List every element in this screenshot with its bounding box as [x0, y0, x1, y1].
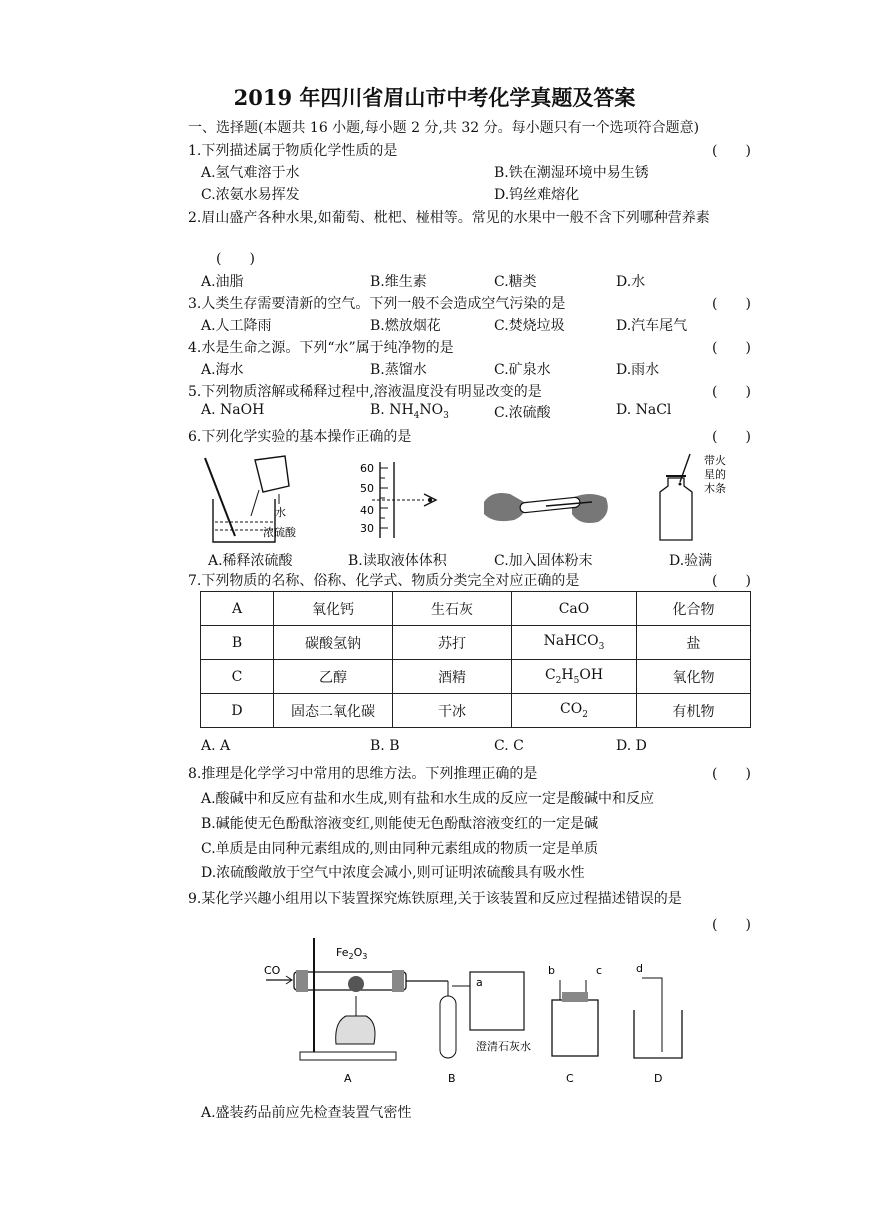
table-cell: 干冰	[393, 694, 512, 728]
option-c: C.浓硫酸	[494, 405, 551, 421]
option-c: C.焚烧垃圾	[494, 318, 565, 334]
label-limewater: 澄清石灰水	[476, 1040, 531, 1053]
option-d: D.汽车尾气	[616, 318, 688, 334]
option-c: C.加入固体粉末	[494, 553, 593, 569]
table-row	[201, 660, 751, 694]
question-1-stem: 1.下列描述属于物质化学性质的是	[188, 143, 398, 159]
option-c: C.矿泉水	[494, 362, 551, 378]
label-b-port: b	[548, 964, 555, 977]
tick-30: 30	[360, 522, 374, 535]
question-5-stem: 5.下列物质溶解或稀释过程中,溶液温度没有明显改变的是	[188, 384, 542, 400]
table-cell: NaHCO$_3$	[512, 626, 637, 660]
question-3-stem: 3.人类生存需要清新的空气。下列一般不会造成空气污染的是	[188, 296, 566, 312]
label-d: D	[654, 1072, 663, 1085]
table-cell: 盐	[637, 626, 751, 660]
table-cell: CaO	[512, 592, 637, 626]
table-cell: 氧化物	[637, 660, 751, 694]
table-cell: $C_2H_5OH$	[512, 660, 637, 694]
option-b: B.维生素	[370, 274, 427, 290]
option-c: C.浓氨水易挥发	[201, 187, 300, 203]
option-c: C.单质是由同种元素组成的,则由同种元素组成的物质一定是单质	[201, 841, 599, 857]
question-4-stem: 4.水是生命之源。下列“水”属于纯净物的是	[188, 340, 454, 356]
option-b: B. B	[370, 738, 400, 754]
label-co: CO	[264, 964, 281, 977]
option-b: B.蒸馏水	[370, 362, 427, 378]
option-d: D. D	[616, 738, 647, 754]
table-row	[201, 592, 751, 626]
option-a: A.油脂	[201, 274, 244, 290]
table-cell: 生石灰	[393, 592, 512, 626]
page-title: 2019 年四川省眉山市中考化学真题及答案	[233, 85, 636, 110]
answer-blank: ( )	[712, 766, 751, 782]
label-fe2o3: $Fe_2O_3$	[336, 946, 368, 961]
question-2-stem: 2.眉山盛产各种水果,如葡萄、枇杷、椪柑等。常见的水果中一般不含下列哪种营养素	[188, 210, 710, 226]
table-cell: 固态二氧化碳	[274, 694, 393, 728]
figure-ironmaking-apparatus	[262, 934, 692, 1094]
figure-read-volume	[358, 458, 448, 538]
table-cell: C	[201, 660, 274, 694]
answer-blank: ( )	[712, 143, 751, 159]
label-a-port: a	[476, 976, 483, 989]
table-cell: 氧化钙	[274, 592, 393, 626]
option-b: B. $NH_4NO_3$	[370, 402, 449, 421]
option-d: D.雨水	[616, 362, 660, 378]
option-a: A.酸碱中和反应有盐和水生成,则有盐和水生成的反应一定是酸碱中和反应	[201, 791, 655, 807]
option-a: A.盛装药品前应先检查装置气密性	[201, 1105, 412, 1121]
option-c: C. C	[494, 738, 524, 754]
table-cell: 乙醇	[274, 660, 393, 694]
label-b: B	[448, 1072, 456, 1085]
table-cell: 苏打	[393, 626, 512, 660]
table-cell: D	[201, 694, 274, 728]
option-a: A.稀释浓硫酸	[208, 553, 293, 569]
table-cell: 有机物	[637, 694, 751, 728]
tick-40: 40	[360, 504, 374, 517]
label-c-port: c	[596, 964, 603, 977]
table-cell: 酒精	[393, 660, 512, 694]
answer-blank: ( )	[712, 340, 751, 356]
question-9-stem: 9.某化学兴趣小组用以下装置探究炼铁原理,关于该装置和反应过程描述错误的是	[188, 891, 682, 907]
question-8-stem: 8.推理是化学学习中常用的思维方法。下列推理正确的是	[188, 766, 538, 782]
label-water: 水	[275, 506, 286, 519]
answer-blank: ( )	[216, 251, 255, 267]
answer-blank: ( )	[712, 917, 751, 933]
label-d-port: d	[636, 962, 643, 975]
option-c: C.糖类	[494, 274, 537, 290]
label-splint-1: 带火	[704, 454, 726, 467]
option-a: A. A	[201, 738, 231, 754]
label-splint-2: 星的	[704, 468, 726, 481]
option-a: A.人工降雨	[201, 318, 272, 334]
label-acid: 浓硫酸	[263, 526, 296, 539]
table-cell: A	[201, 592, 274, 626]
question-6-stem: 6.下列化学实验的基本操作正确的是	[188, 429, 412, 445]
figure-check-full	[650, 452, 740, 544]
question-7-stem: 7.下列物质的名称、俗称、化学式、物质分类完全对应正确的是	[188, 573, 580, 589]
option-d: D.浓硫酸敞放于空气中浓度会减小,则可证明浓硫酸具有吸水性	[201, 865, 585, 881]
option-d: D.钨丝难熔化	[494, 187, 580, 203]
option-a: A.氢气难溶于水	[201, 165, 300, 181]
option-b: B.燃放烟花	[370, 318, 441, 334]
tick-60: 60	[360, 462, 374, 475]
tick-50: 50	[360, 482, 374, 495]
option-d: D.验满	[669, 553, 713, 569]
table-cell: 化合物	[637, 592, 751, 626]
answer-blank: ( )	[712, 429, 751, 445]
answer-blank: ( )	[712, 573, 751, 589]
option-b: B.碱能使无色酚酞溶液变红,则能使无色酚酞溶液变红的一定是碱	[201, 816, 599, 832]
label-a: A	[344, 1072, 352, 1085]
section-heading: 一、选择题(本题共 16 小题,每小题 2 分,共 32 分。每小题只有一个选项符合题意)	[188, 120, 700, 136]
answer-blank: ( )	[712, 384, 751, 400]
figure-dilute-acid	[203, 454, 303, 548]
option-d: D. NaCl	[616, 402, 672, 418]
table-cell: B	[201, 626, 274, 660]
option-a: A. NaOH	[201, 402, 265, 418]
table-row	[201, 694, 751, 728]
substance-table	[200, 591, 751, 728]
option-a: A.海水	[201, 362, 244, 378]
option-d: D.水	[616, 274, 646, 290]
table-cell: $CO_2$	[512, 694, 637, 728]
option-b: B.铁在潮湿环境中易生锈	[494, 165, 649, 181]
answer-blank: ( )	[712, 296, 751, 312]
option-b: B.读取液体体积	[348, 553, 447, 569]
table-row	[201, 626, 751, 660]
label-splint-3: 木条	[704, 482, 726, 495]
label-c: C	[566, 1072, 574, 1085]
figure-add-powder	[480, 484, 615, 530]
table-cell: 碳酸氢钠	[274, 626, 393, 660]
